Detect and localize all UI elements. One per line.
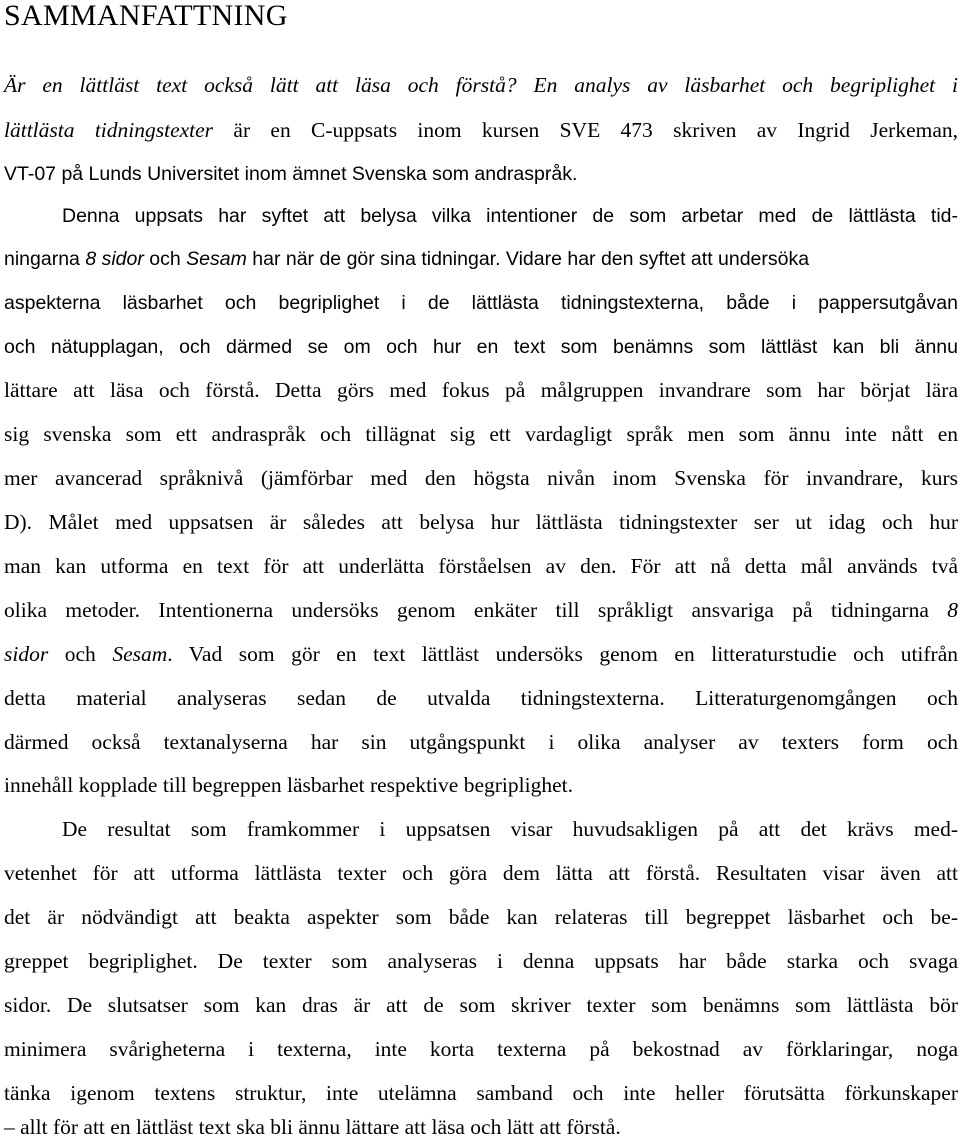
text-segment: och [143,248,187,270]
text-segment: minimera svårigheterna i texterna, inte korta texterna på bekostnad av förklaringar, noga [4,1037,958,1061]
paragraph-3-line-3 [4,904,958,930]
text-segment: innehåll kopplade till begreppen läsbarhet respektive begriplighet. [4,773,573,797]
text-segment: D). Målet med uppsatsen är således att belysa hur lättlästa tidningstexter ser ut idag och hur [4,510,958,534]
text-segment: . Vad som gör en text lättläst undersöks genom en litteraturstudie och utifrån [167,642,959,666]
title-fragment: lättlästa tidningstexter [4,118,214,142]
paragraph-2-line-11 [4,641,958,667]
paragraph-3-line-6 [4,1036,958,1062]
newspaper-name: 8 [947,598,958,622]
text-segment: är en C-uppsats inom kursen SVE 473 skriven av Ingrid Jerkeman, [213,118,959,142]
paragraph-2-line-6 [4,421,958,447]
text-segment: Denna uppsats har syftet att belysa vilka intentioner de som arbetar med de lättlästa tid- [62,205,958,227]
text-segment: vetenhet för att utforma lättlästa texter och göra dem lätta att förstå. Resultaten visar även att [4,861,958,885]
text-segment: tänka igenom textens struktur, inte utelämna samband och inte heller förutsätta förkunskaper [4,1081,958,1105]
text-segment: VT-07 på Lunds Universitet inom ämnet Svenska som andraspråk. [4,163,578,185]
text-segment: greppet begriplighet. De texter som analyseras i denna uppsats har både starka och svaga [4,949,958,973]
text-segment: och nätupplagan, och därmed se om och hur en text som benämns som lättläst kan bli ännu [4,336,958,358]
paragraph-3-line-8 [4,1114,958,1140]
paragraph-2-line-2 [4,246,958,272]
text-segment: ningarna [4,248,86,270]
paragraph-3-line-7 [4,1080,958,1106]
newspaper-name: Sesam [186,248,247,270]
paragraph-2-line-9 [4,553,958,579]
text-segment: det är nödvändigt att beakta aspekter som både kan relateras till begreppet läsbarhet och be- [4,905,958,929]
text-segment: mer avancerad språknivå (jämförbar med den högsta nivån inom Svenska för invandrare, kurs [4,466,958,490]
paragraph-3-line-4 [4,948,958,974]
text-segment: har när de gör sina tidningar. Vidare har den syftet att undersöka [246,248,810,270]
text-segment: De resultat som framkommer i uppsatsen visar huvudsakligen på att det krävs med- [62,817,958,841]
text-segment: sidor. De slutsatser som kan dras är att de som skriver texter som benämns som lättlästa bör [4,993,958,1017]
paragraph-2-line-12 [4,685,958,711]
newspaper-name: 8 sidor [85,248,144,270]
text-segment: och [48,642,113,666]
title-line-1 [4,72,958,98]
section-heading: SAMMANFATTNING [4,0,288,32]
paragraph-3-line-1 [62,816,958,842]
text-segment: Är en lättläst text också lätt att läsa och förstå? En analys av läsbarhet och begriplighet i [4,73,958,97]
text-segment: – allt för att en lättläst text ska bli ännu lättare att läsa och lätt att förstå. [4,1115,621,1139]
paragraph-2-line-1 [62,203,958,229]
text-segment: aspekterna läsbarhet och begriplighet i de lättlästa tidningstexterna, både i pappersutgåvan [4,292,958,314]
text-segment: lättare att läsa och förstå. Detta görs med fokus på målgruppen invandrare som har börjat lära [4,378,958,402]
newspaper-name: sidor [4,642,49,666]
paragraph-2-line-3 [4,290,958,316]
paragraph-2-line-7 [4,465,958,491]
paragraph-3-line-2 [4,860,958,886]
paragraph-2-line-14 [4,772,958,798]
text-segment: detta material analyseras sedan de utvalda tidningstexterna. Litteraturgenomgången och [4,686,958,710]
paragraph-2-line-5 [4,377,958,403]
paragraph-2-line-10 [4,597,958,623]
paragraph-1-line-2 [4,117,958,143]
text-segment: man kan utforma en text för att underlätta förståelsen av den. För att nå detta mål används två [4,554,958,578]
paragraph-2-line-13 [4,729,958,755]
paragraph-3-line-5 [4,992,958,1018]
paragraph-1-line-3 [4,161,958,187]
newspaper-name: Sesam [112,642,168,666]
text-segment: sig svenska som ett andraspråk och tillägnat sig ett vardagligt språk men som ännu inte nått en [4,422,958,446]
text-segment: olika metoder. Intentionerna undersöks genom enkäter till språkligt ansvariga på tidningarna [4,598,948,622]
paragraph-2-line-8 [4,509,958,535]
paragraph-2-line-4 [4,334,958,360]
text-segment: därmed också textanalyserna har sin utgångspunkt i olika analyser av texters form och [4,730,958,754]
